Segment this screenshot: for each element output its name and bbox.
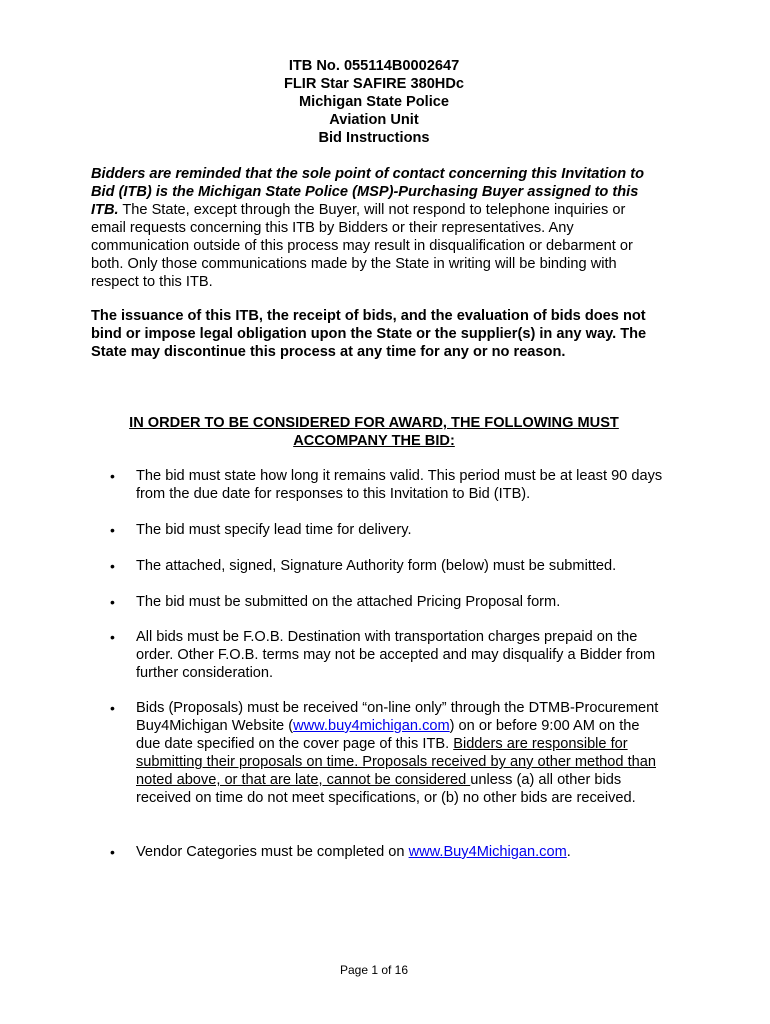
buy4michigan-link[interactable]: www.Buy4Michigan.com [408, 844, 567, 860]
list-item [110, 699, 665, 807]
list-item [110, 843, 665, 861]
list-item-text: All bids must be F.O.B. Destination with transportation charges prepaid on the order. Other F.O.B. terms may not be accepted and may disqualify a Bidder from further consideration. [136, 629, 656, 681]
bullet-icon: • [110, 844, 115, 860]
bullet-icon: • [110, 700, 115, 716]
list-item-text: Vendor Categories must be completed on www.Buy4Michigan.com. [136, 844, 571, 860]
requirements-heading: IN ORDER TO BE CONSIDERED FOR AWARD, THE FOLLOWING MUST ACCOMPANY THE BID: [129, 415, 619, 449]
list-item-text: The bid must specify lead time for delivery. [136, 522, 412, 538]
bullet-icon: • [110, 558, 115, 574]
document-header [0, 57, 748, 147]
legal-notice-paragraph: The issuance of this ITB, the receipt of bids, and the evaluation of bids does not bind or impose legal obligation upon the State or the supplier(s) in any way. The State may discontinue this process at any time for any or no reason. [91, 308, 647, 360]
list-item-text: The attached, signed, Signature Authority form (below) must be submitted. [136, 558, 617, 574]
list-item [110, 521, 665, 539]
list-item [110, 593, 665, 611]
list-item-text: Bids (Proposals) must be received “on-line only” through the DTMB-Procurement Buy4Michigan Website (www.buy4michigan.com) on or before 9:00 AM on the due date specified on the cover page of this ITB. Bidders are responsible for submitting their proposals on time. Proposals received by any other method than noted above, or that are late, cannot be considered unless (a) all other bids received on time do not meet specifications, or (b) no other bids are received. [136, 700, 659, 806]
list-item [110, 467, 665, 503]
late-submission-notice: Bidders are responsible for submitting their proposals on time. Proposals received by any other method than noted above, or that are late, cannot be considered [136, 736, 656, 788]
agency-name: Michigan State Police [298, 94, 450, 110]
list-item-text: The bid must state how long it remains valid. This period must be at least 90 days from the due date for responses to this Invitation to Bid (ITB). [136, 468, 663, 502]
bullet-icon: • [110, 522, 115, 538]
bullet-icon: • [110, 594, 115, 610]
itb-number: ITB No. 055114B0002647 [288, 58, 460, 74]
contact-notice: Bidders are reminded that the sole point of contact concerning this Invitation to Bid (ITB) is the Michigan State Police (MSP)-Purchasing Buyer assigned to this ITB. [91, 166, 644, 218]
bullet-icon: • [110, 468, 115, 484]
unit-name: Aviation Unit [329, 112, 419, 128]
page-number: Page 1 of 16 [339, 963, 409, 977]
buy4michigan-link[interactable]: www.buy4michigan.com [293, 718, 450, 734]
list-item-text: The bid must be submitted on the attached Pricing Proposal form. [136, 594, 561, 610]
product-name: FLIR Star SAFIRE 380HDc [283, 76, 465, 92]
bullet-icon: • [110, 629, 115, 645]
list-item [110, 628, 665, 682]
intro-paragraph [91, 165, 661, 291]
intro-rest: The State, except through the Buyer, will not respond to telephone inquiries or email requests concerning this ITB by Bidders or their representatives. Any communication outside of this process may result in disqualification or debarment or both. Only those communications made by the State in writing will be binding with respect to this ITB. [91, 202, 633, 290]
list-item [110, 557, 665, 575]
document-title: Bid Instructions [318, 130, 430, 146]
